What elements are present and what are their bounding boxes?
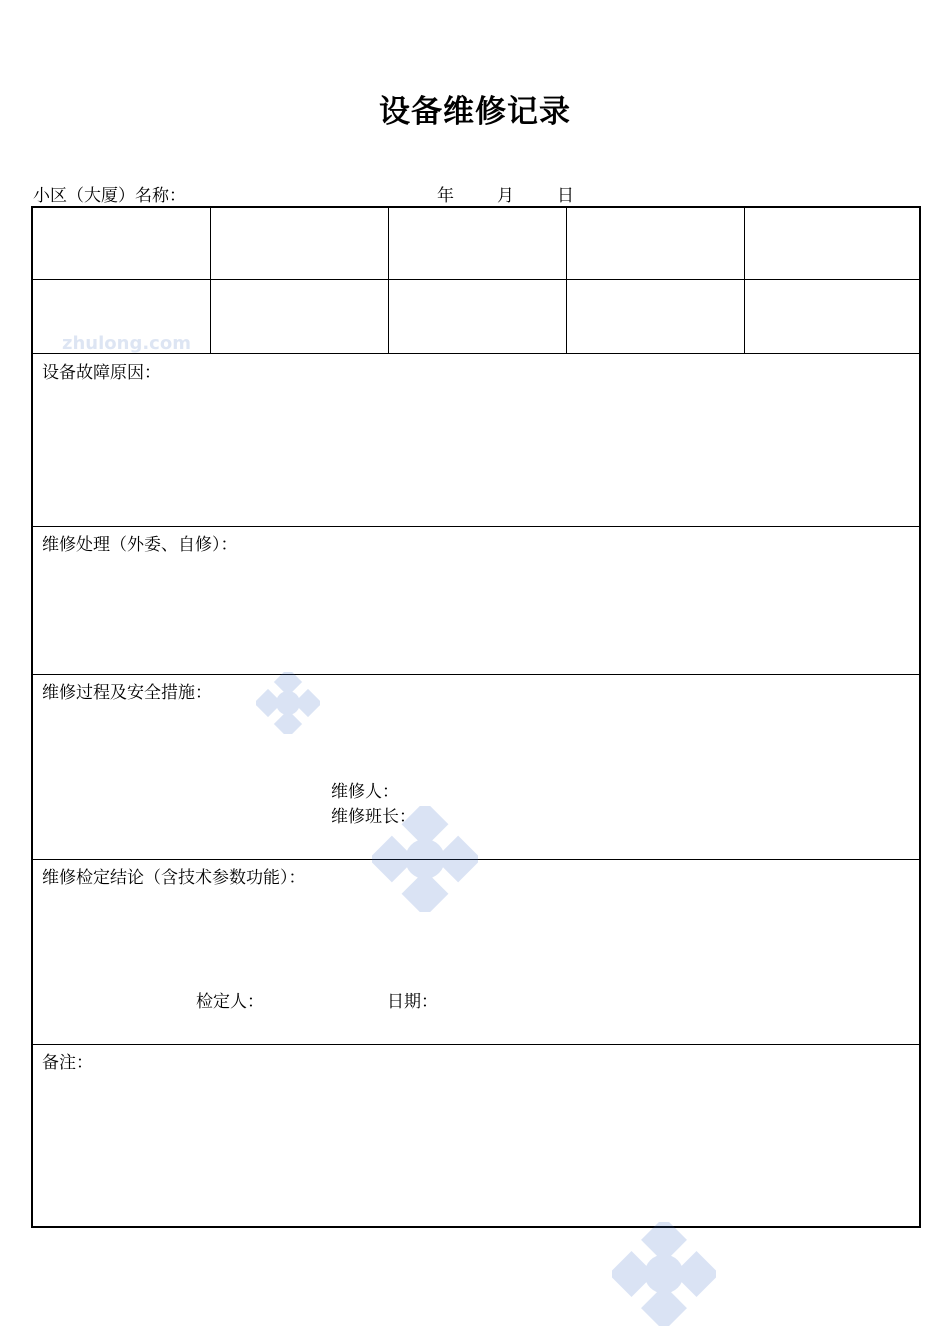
treatment-label: 维修处理（外委、自修）：	[42, 535, 238, 555]
process-label: 维修过程及安全措施：	[42, 683, 212, 703]
grid-row-divider	[33, 279, 919, 280]
grid-col-divider	[744, 208, 745, 353]
grid-col-divider	[210, 208, 211, 353]
inspector-label: 检定人：	[196, 992, 264, 1012]
section-divider-remarks	[33, 1044, 919, 1045]
month-label: 月	[497, 186, 514, 206]
maintenance-record-table	[31, 206, 921, 1228]
year-label: 年	[437, 186, 454, 206]
community-name-label: 小区（大厦）名称：	[33, 186, 186, 206]
grid-col-divider	[388, 208, 389, 353]
grid-col-divider	[566, 208, 567, 353]
section-divider-treatment	[33, 526, 919, 527]
remarks-label: 备注：	[42, 1053, 93, 1073]
date-label: 日期：	[387, 992, 438, 1012]
watermark-logo-icon	[612, 1222, 716, 1326]
team-leader-label: 维修班长：	[331, 807, 416, 827]
repairer-label: 维修人：	[331, 782, 399, 802]
section-divider-process	[33, 674, 919, 675]
watermark-logo-icon	[256, 672, 320, 734]
watermark-text: zhulong.com	[62, 333, 191, 354]
fault-cause-label: 设备故障原因：	[42, 363, 161, 383]
watermark-logo-icon	[372, 806, 478, 912]
day-label: 日	[557, 186, 574, 206]
page-title: 设备维修记录	[379, 94, 571, 130]
conclusion-label: 维修检定结论（含技术参数功能）：	[42, 868, 306, 888]
